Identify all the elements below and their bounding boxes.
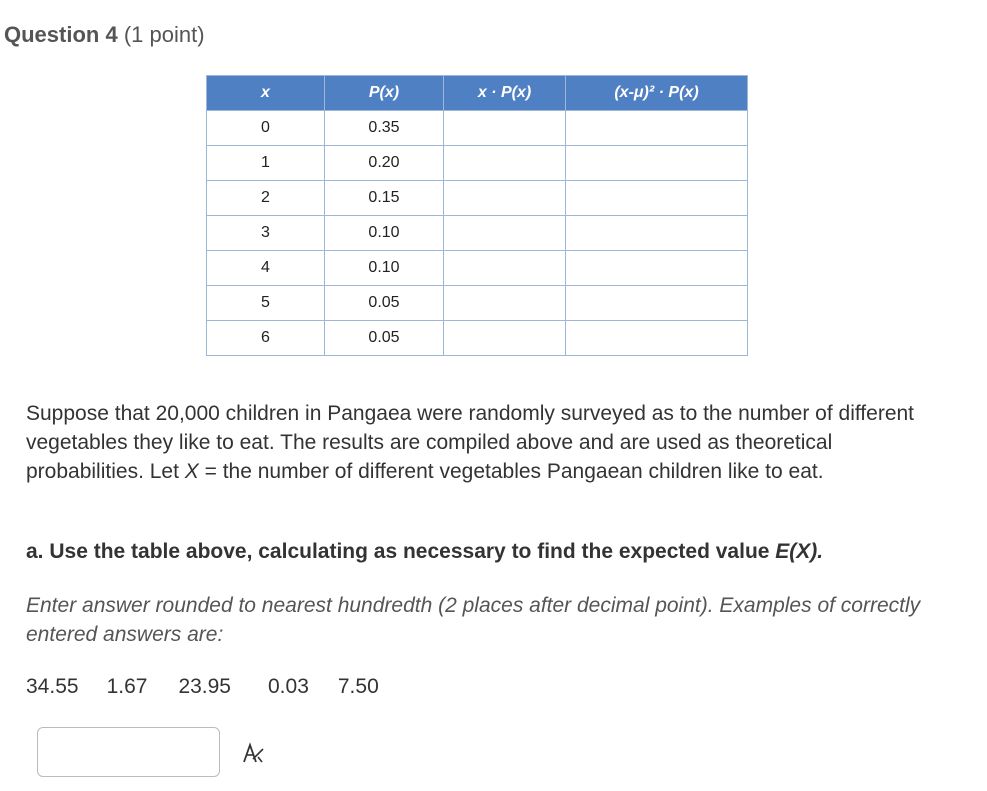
cell-variance-term bbox=[566, 321, 748, 356]
cell-px: 0.15 bbox=[325, 181, 444, 216]
header-px: P(x) bbox=[325, 76, 444, 111]
part-a-prompt bbox=[26, 540, 823, 564]
example-answer: 23.95 bbox=[178, 675, 231, 698]
table-row bbox=[207, 146, 748, 181]
cell-x-times-px bbox=[444, 146, 566, 181]
table-row bbox=[207, 216, 748, 251]
part-a-text: a. Use the table above, calculating as necessary to find the expected value bbox=[26, 540, 776, 563]
equation-editor-icon[interactable] bbox=[240, 740, 266, 766]
answer-instructions: Enter answer rounded to nearest hundredth (2 places after decimal point). Examples of correctly entered answers are: bbox=[26, 594, 921, 646]
problem-variable: X bbox=[184, 460, 199, 483]
header-x-times-px: x · P(x) bbox=[444, 76, 566, 111]
cell-px: 0.10 bbox=[325, 251, 444, 286]
question-points: (1 point) bbox=[123, 22, 205, 47]
cell-x-times-px bbox=[444, 321, 566, 356]
example-answer: 7.50 bbox=[337, 675, 379, 698]
cell-x: 3 bbox=[207, 216, 325, 251]
example-answer: 34.55 bbox=[26, 675, 79, 698]
cell-px: 0.10 bbox=[325, 216, 444, 251]
table-row bbox=[207, 251, 748, 286]
cell-variance-term bbox=[566, 181, 748, 216]
cell-x: 4 bbox=[207, 251, 325, 286]
example-answer: 1.67 bbox=[106, 675, 148, 698]
cell-x-times-px bbox=[444, 286, 566, 321]
cell-x-times-px bbox=[444, 216, 566, 251]
header-x: x bbox=[207, 76, 325, 111]
cell-x: 0 bbox=[207, 111, 325, 146]
example-answer: 0.03 bbox=[268, 675, 309, 698]
cell-px: 0.05 bbox=[325, 321, 444, 356]
cell-x: 5 bbox=[207, 286, 325, 321]
cell-x: 6 bbox=[207, 321, 325, 356]
cell-x-times-px bbox=[444, 111, 566, 146]
cell-variance-term bbox=[566, 111, 748, 146]
cell-px: 0.05 bbox=[325, 286, 444, 321]
cell-variance-term bbox=[566, 251, 748, 286]
question-title: Question 4 bbox=[4, 22, 118, 47]
cell-px: 0.35 bbox=[325, 111, 444, 146]
problem-statement bbox=[26, 399, 926, 486]
problem-text-1: Suppose that 20,000 children in Pangaea were randomly surveyed as to the number of different vegetables they like to eat. The results are compiled above and are used as theoretical probabilities. Let bbox=[26, 402, 915, 483]
cell-variance-term bbox=[566, 146, 748, 181]
answer-input[interactable] bbox=[37, 727, 220, 777]
example-answers bbox=[26, 675, 379, 699]
cell-x: 1 bbox=[207, 146, 325, 181]
probability-table bbox=[206, 75, 748, 356]
cell-x: 2 bbox=[207, 181, 325, 216]
cell-x-times-px bbox=[444, 251, 566, 286]
table-header-row bbox=[207, 76, 748, 111]
cell-variance-term bbox=[566, 216, 748, 251]
part-a-expression: E(X). bbox=[775, 540, 824, 563]
cell-variance-term bbox=[566, 286, 748, 321]
problem-text-2: = the number of different vegetables Pangaean children like to eat. bbox=[198, 460, 824, 483]
table-row bbox=[207, 321, 748, 356]
cell-x-times-px bbox=[444, 181, 566, 216]
table-row bbox=[207, 286, 748, 321]
table-row bbox=[207, 111, 748, 146]
table-row bbox=[207, 181, 748, 216]
cell-px: 0.20 bbox=[325, 146, 444, 181]
question-header bbox=[4, 22, 205, 48]
header-variance-term: (x-μ)² · P(x) bbox=[566, 76, 748, 111]
